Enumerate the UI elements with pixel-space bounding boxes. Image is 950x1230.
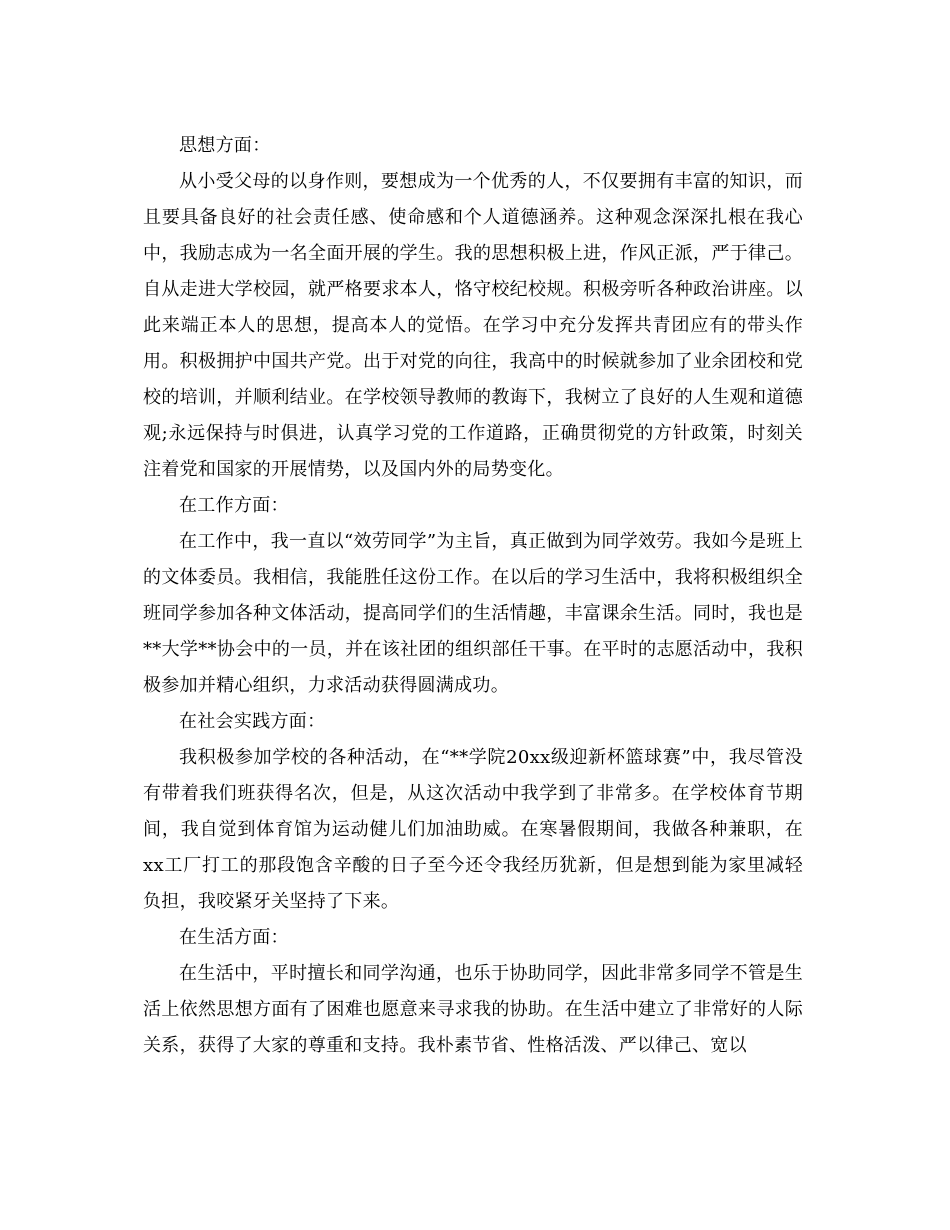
section-heading-ideology: 思想方面： <box>179 135 271 156</box>
document-body <box>143 128 803 1064</box>
section-body-social-practice: 我积极参加学校的各种活动，在“**学院20xx级迎新杯篮球赛”中，我尽管没有带着我们班获得名次，但是，从这次活动中我学到了非常多。在学校体育节期间，我自觉到体育馆为运动健儿们加油助威。在寒暑假期间，我做各种兼职，在xx工厂打工的那段饱含辛酸的日子至今还令我经历犹新，但是想到能为家里减轻负担，我咬紧牙关坚持了下来。 <box>143 747 803 912</box>
section-heading-life: 在生活方面： <box>179 927 289 948</box>
section-heading-social-practice: 在社会实践方面： <box>179 711 326 732</box>
section-body-ideology: 从小受父母的以身作则，要想成为一个优秀的人，不仅要拥有丰富的知识，而且要具备良好的社会责任感、使命感和个人道德涵养。这种观念深深扎根在我心中，我励志成为一名全面开展的学生。我的思想积极上进，作风正派，严于律己。自从走进大学校园，就严格要求本人，恪守校纪校规。积极旁听各种政治讲座。以此来端正本人的思想，提高本人的觉悟。在学习中充分发挥共青团应有的带头作用。积极拥护中国共产党。出于对党的向往，我高中的时候就参加了业余团校和党校的培训，并顺利结业。在学校领导教师的教诲下，我树立了良好的人生观和道德观;永远保持与时俱进，认真学习党的工作道路，正确贯彻党的方针政策，时刻关注着党和国家的开展情势，以及国内外的局势变化。 <box>143 171 803 480</box>
section-body-work: 在工作中，我一直以“效劳同学”为主旨，真正做到为同学效劳。我如今是班上的文体委员。我相信，我能胜任这份工作。在以后的学习生活中，我将积极组织全班同学参加各种文体活动，提高同学们的生活情趣，丰富课余生活。同时，我也是**大学**协会中的一员，并在该社团的组织部任干事。在平时的志愿活动中，我积极参加并精心组织，力求活动获得圆满成功。 <box>143 531 803 696</box>
section-heading-work: 在工作方面： <box>179 495 289 516</box>
section-body-life: 在生活中，平时擅长和同学沟通，也乐于协助同学，因此非常多同学不管是生活上依然思想方面有了困难也愿意来寻求我的协助。在生活中建立了非常好的人际关系，获得了大家的尊重和支持。我朴素节省、性格活泼、严以律己、宽以 <box>143 963 803 1056</box>
